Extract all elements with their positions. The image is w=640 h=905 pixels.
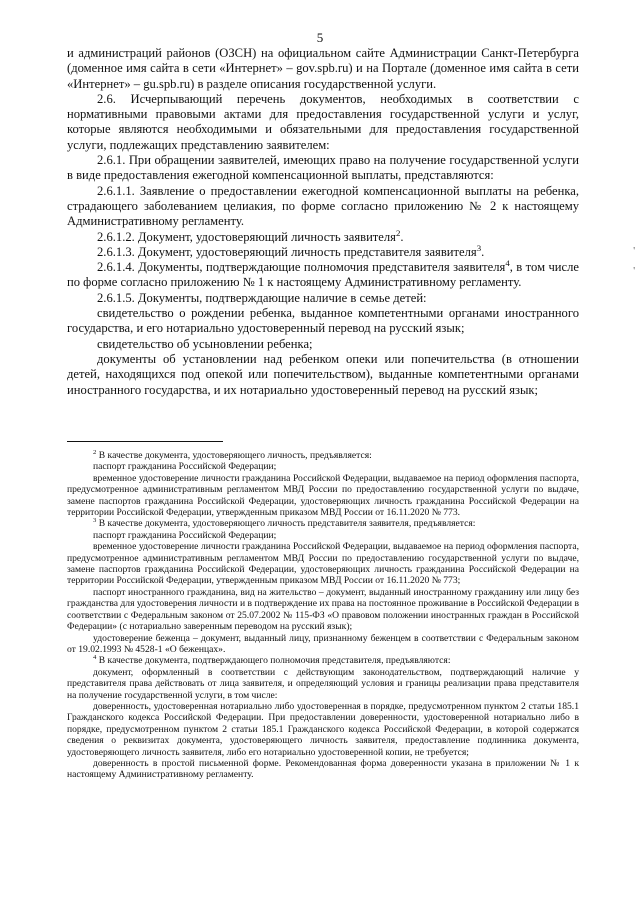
scan-edge-mark: ' xyxy=(633,246,635,257)
footnote-4-authority-document: документ, оформленный в соответствии с действующим законодательством, подтверждающий наличие у представителя права действовать от лица заявителя, и определяющий условия и границы реализации права представителя на получение государственной услуги, в том числе: xyxy=(67,666,579,701)
paragraph-2-6-1-2-text: 2.6.1.2. Документ, удостоверяющий личность заявителя xyxy=(97,229,396,244)
footnote-divider xyxy=(67,441,223,442)
paragraph-2-6-1-3-text: 2.6.1.3. Документ, удостоверяющий личность представителя заявителя xyxy=(97,244,477,259)
list-item-adoption-certificate: свидетельство об усыновлении ребенка; xyxy=(97,336,313,351)
footnote-4-simple-proxy: доверенность в простой письменной форме. Рекомендованная форма доверенности указана в приложении № 1 к настоящему Административному регламенту. xyxy=(67,757,579,781)
page-number: 5 xyxy=(316,30,324,45)
footnote-4-title xyxy=(67,655,579,666)
paragraph-portal: и администраций районов (ОЗСН) на официальном сайте Администрации Санкт-Петербурга (доменное имя сайта в сети «Интернет» – gov.spb.ru) и на Портале (доменное имя сайта в сети «Интернет» – gu.spb.ru) в разделе описания государственной услуги. xyxy=(67,46,579,91)
paragraph-2-6-1-4-text: 2.6.1.4. Документы, подтверждающие полномочия представителя заявителя xyxy=(97,260,506,275)
footnote-4-notarized-proxy: доверенность, удостоверенная нотариально либо удостоверенная в порядке, предусмотренном пунктом 2 статьи 185.1 Гражданского кодекса Российской Федерации. При предоставлении доверенности, удостоверенной нотариально либо в порядке, предусмотренном пунктом 2 статьи 185.1 Гражданского кодекса Российской Федерации, в которой содержатся сведения о реквизитах документа, удостоверяющего личность заявителя, предоставление подлинника документа, удостоверяющего личность заявителя, либо его нотариально удостоверенной копии, не требуется; xyxy=(67,700,579,758)
footnote-ref-4[interactable]: 4 xyxy=(505,257,510,268)
footnote-ref-3[interactable]: 3 xyxy=(476,242,482,253)
footnote-4-mark: 4 xyxy=(93,654,97,662)
footnote-2-mark: 2 xyxy=(93,448,97,456)
footnote-2-title-text: В качестве документа, удостоверяющего личность, предъявляется: xyxy=(96,450,372,461)
footnote-ref-2[interactable]: 2 xyxy=(395,227,401,238)
paragraph-2-6-1-5: 2.6.1.5. Документы, подтверждающие наличие в семье детей: xyxy=(97,290,427,305)
list-item-guardianship-documents: документы об установлении над ребенком опеки или попечительства (в отношении детей, находящихся под опекой или попечительством), выданные компетентными органами иностранного государства, и их нотариально удостоверенный перевод на русский язык; xyxy=(67,351,579,397)
footnote-4-title-text: В качестве документа, подтверждающего полномочия представителя, предъявляются: xyxy=(96,655,451,667)
paragraph-2-6-1: 2.6.1. При обращении заявителей, имеющих право на получение государственной услуги в виде предоставления ежегодной компенсационной выплаты, представляются: xyxy=(67,153,579,183)
footnote-2-title xyxy=(67,450,579,461)
paragraph-2-6-1-1: 2.6.1.1. Заявление о предоставлении ежегодной компенсационной выплаты на ребенка, страдающего заболеванием целиакия, по форме согласно приложению № 2 к настоящему Административному регламенту. xyxy=(67,183,579,229)
footnote-3-passport: паспорт гражданина Российской Федерации; xyxy=(93,529,277,541)
footnote-2-temporary-id: временное удостоверение личности гражданина Российской Федерации, выдаваемое на период оформления паспорта, предусмотренное административным регламентом МВД России по предоставлению государственной услуги по выдаче, замене паспортов гражданина Российской Федерации, удостоверяющих личность гражданина Российской Федерации на территории Российской Федерации, утвержденным приказом МВД России от 16.11.2020 № 773. xyxy=(67,472,579,519)
scan-edge-mark: ' xyxy=(633,266,635,277)
list-item-birth-certificate: свидетельство о рождении ребенка, выданное компетентными органами иностранного государства, и его нотариально удостоверенный перевод на русский язык; xyxy=(67,306,579,336)
footnote-3-refugee-certificate: удостоверение беженца – документ, выданный лицу, признанному беженцем в соответствии с Федеральным законом от 19.02.1993 № 4528-1 «О беженцах». xyxy=(67,632,579,655)
footnote-3-title xyxy=(67,518,579,529)
paragraph-2-6: 2.6. Исчерпывающий перечень документов, необходимых в соответствии с нормативными правовыми актами для предоставления государственной услуги и услуг, которые являются необходимыми и обязательными для предоставления государственной услуги, подлежащих представлению заявителем: xyxy=(67,91,579,152)
footnote-3-mark: 3 xyxy=(93,517,97,525)
paragraph-2-6-1-3: 2.6.1.3. Документ, удостоверяющий личность представителя заявителя$^3$. xyxy=(97,242,485,259)
paragraph-2-6-1-4-text-end: , в том числе по форме согласно приложению № 1 к настоящему Административному регламенту. xyxy=(67,260,579,290)
footnote-3-foreign-passport: паспорт иностранного гражданина, вид на жительство – документ, выданный иностранному гражданину или лицу без гражданства для удостоверения личности и в подтверждение их права на постоянное проживание в Российской Федерации в соответствии с Федеральным законом от 25.07.2002 № 115-ФЗ «О правовом положении иностранных граждан в Российской Федерации» (с нотариально заверенным переводом на русский язык); xyxy=(67,586,579,633)
footnotes xyxy=(67,450,579,781)
footnote-3-temporary-id: временное удостоверение личности гражданина Российской Федерации, выдаваемое на период оформления паспорта, предусмотренное административным регламентом МВД России по предоставлению государственной услуги по выдаче, замене паспортов гражданина Российской Федерации, удостоверяющих личность гражданина Российской Федерации на территории Российской Федерации, утвержденным приказом МВД России от 16.11.2020 № 773; xyxy=(67,541,579,587)
paragraph-2-6-1-2: 2.6.1.2. Документ, удостоверяющий личность заявителя$^2$. xyxy=(97,227,404,244)
footnote-3-title-text: В качестве документа, удостоверяющего личность представителя заявителя, предъявляется: xyxy=(96,518,476,530)
footnote-2-passport: паспорт гражданина Российской Федерации; xyxy=(93,461,277,473)
paragraph-2-6-1-4 xyxy=(67,257,579,291)
main-text xyxy=(67,46,579,398)
